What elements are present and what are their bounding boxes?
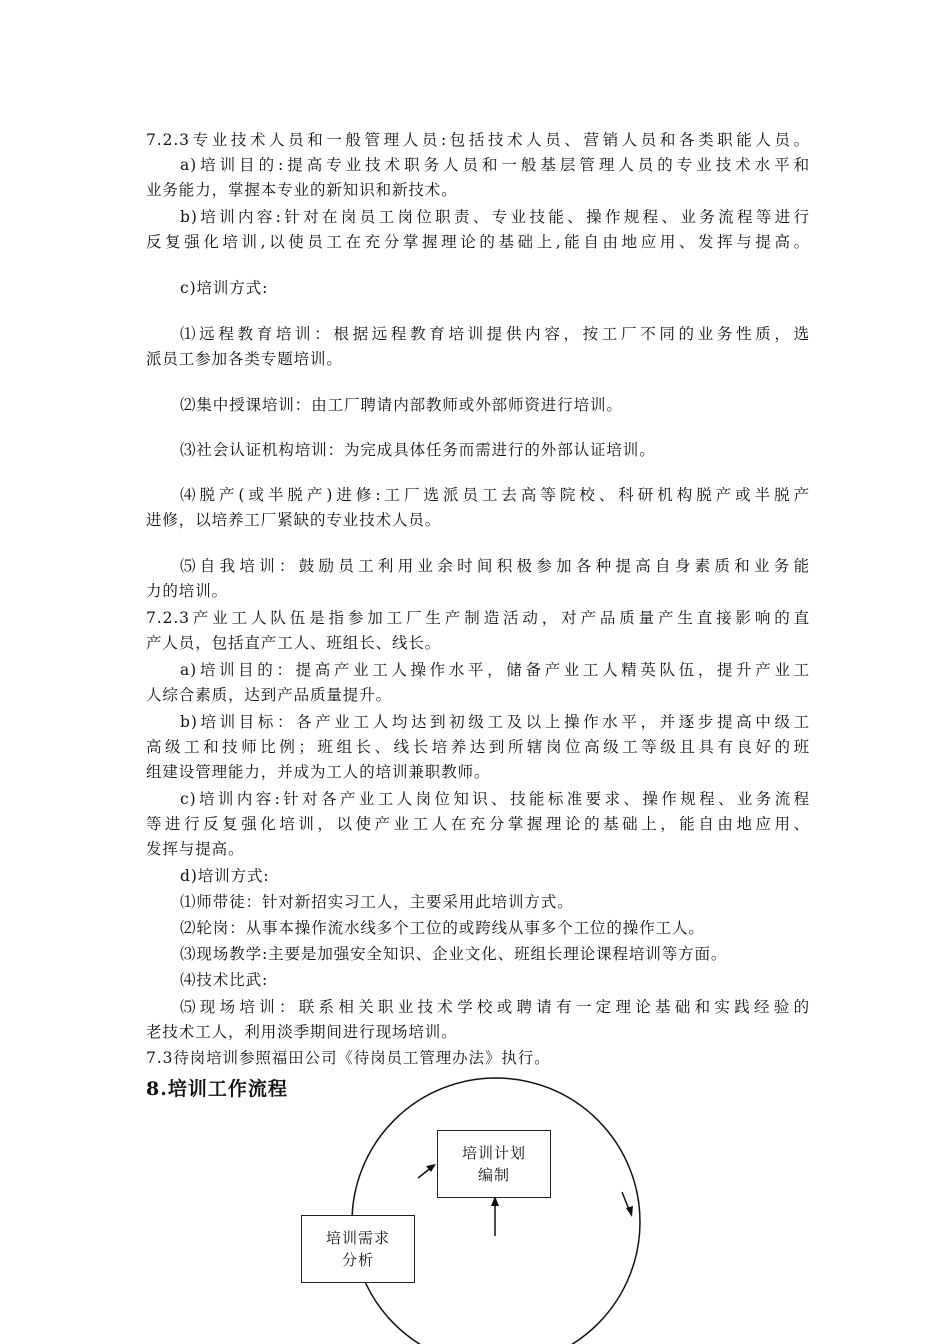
needs-box-line2: 分析 xyxy=(341,1251,374,1269)
text-line: ⑵集中授课培训：由工厂聘请内部教师或外部师资进行培训。 xyxy=(180,396,623,414)
text-line: 派员工参加各类专题培训。 xyxy=(146,350,343,368)
text-line: a)培训目的:提高专业技术职务人员和一般基层管理人员的专业技术水平和 xyxy=(180,156,810,174)
text-line: c)培训内容:针对各产业工人岗位知识、技能标准要求、操作规程、业务流程 xyxy=(180,790,810,808)
text-line: 发挥与提高。 xyxy=(146,840,245,858)
text-line: ⑴师带徒：针对新招实习工人，主要采用此培训方式。 xyxy=(180,893,574,911)
plan-box xyxy=(437,1130,551,1198)
text-line: 老技术工人，利用淡季期间进行现场培训。 xyxy=(146,1023,458,1041)
text-line: 业务能力，掌握本专业的新知识和新技术。 xyxy=(146,181,458,199)
plan-box-line2: 编制 xyxy=(477,1166,510,1184)
needs-box-line1: 培训需求 xyxy=(325,1229,390,1247)
section-heading: 8.培训工作流程 xyxy=(146,1078,288,1100)
text-line: b)培训目标：各产业工人均达到初级工及以上操作水平，并逐步提高中级工 xyxy=(180,713,810,731)
text-line: 产人员，包括直产工人、班组长、线长。 xyxy=(146,634,442,652)
text-line: ⑵轮岗：从事本操作流水线多个工位的或跨线从事多个工位的操作工人。 xyxy=(180,919,705,937)
cycle-circle xyxy=(352,1078,640,1344)
plan-box-line1: 培训计划 xyxy=(461,1144,526,1162)
text-line: a)培训目的：提高产业工人操作水平，储备产业工人精英队伍，提升产业工 xyxy=(180,661,810,679)
text-line: c)培训方式: xyxy=(180,279,269,297)
text-line: 7.2.3产业工人队伍是指参加工厂生产制造活动，对产品质量产生直接影响的直 xyxy=(146,609,810,627)
text-line: ⑷技术比武: xyxy=(180,971,269,989)
text-line: b)培训内容:针对在岗员工岗位职责、专业技能、操作规程、业务流程等进行 xyxy=(180,208,810,226)
text-line: 进修，以培养工厂紧缺的专业技术人员。 xyxy=(146,511,442,529)
text-line: ⑶社会认证机构培训：为完成具体任务而需进行的外部认证培训。 xyxy=(180,441,656,459)
text-line: ⑸自我培训：鼓励员工利用业余时间积极参加各种提高自身素质和业务能 xyxy=(180,557,810,575)
arrow-right-head xyxy=(626,1206,633,1217)
text-line: 人综合素质，达到产品质量提升。 xyxy=(146,686,393,704)
text-line: d)培训方式: xyxy=(180,867,270,885)
text-line: 7.3待岗培训参照福田公司《待岗员工管理办法》执行。 xyxy=(146,1049,551,1067)
text-line: ⑴远程教育培训：根据远程教育培训提供内容，按工厂不同的业务性质，选 xyxy=(180,325,810,343)
text-line: 等进行反复强化培训，以使产业工人在充分掌握理论的基础上，能自由地应用、 xyxy=(146,815,810,833)
text-line: 7.2.3专业技术人员和一般管理人员:包括技术人员、营销人员和各类职能人员。 xyxy=(146,131,810,149)
needs-box xyxy=(301,1215,415,1283)
text-line: 高级工和技师比例；班组长、线长培养达到所辖岗位高级工等级且具有良好的班 xyxy=(146,738,810,756)
text-line: ⑸现场培训：联系相关职业技术学校或聘请有一定理论基础和实践经验的 xyxy=(180,998,810,1016)
text-line: ⑷脱产(或半脱产)进修:工厂选派员工去高等院校、科研机构脱产或半脱产 xyxy=(180,486,810,504)
text-line: ⑶现场教学:主要是加强安全知识、企业文化、班组长理论课程培训等方面。 xyxy=(180,945,728,963)
text-line: 反复强化培训,以使员工在充分掌握理论的基础上,能自由地应用、发挥与提高。 xyxy=(146,233,810,251)
text-line: 力的培训。 xyxy=(146,582,229,600)
text-line: 组建设管理能力，并成为工人的培训兼职教师。 xyxy=(146,763,491,781)
